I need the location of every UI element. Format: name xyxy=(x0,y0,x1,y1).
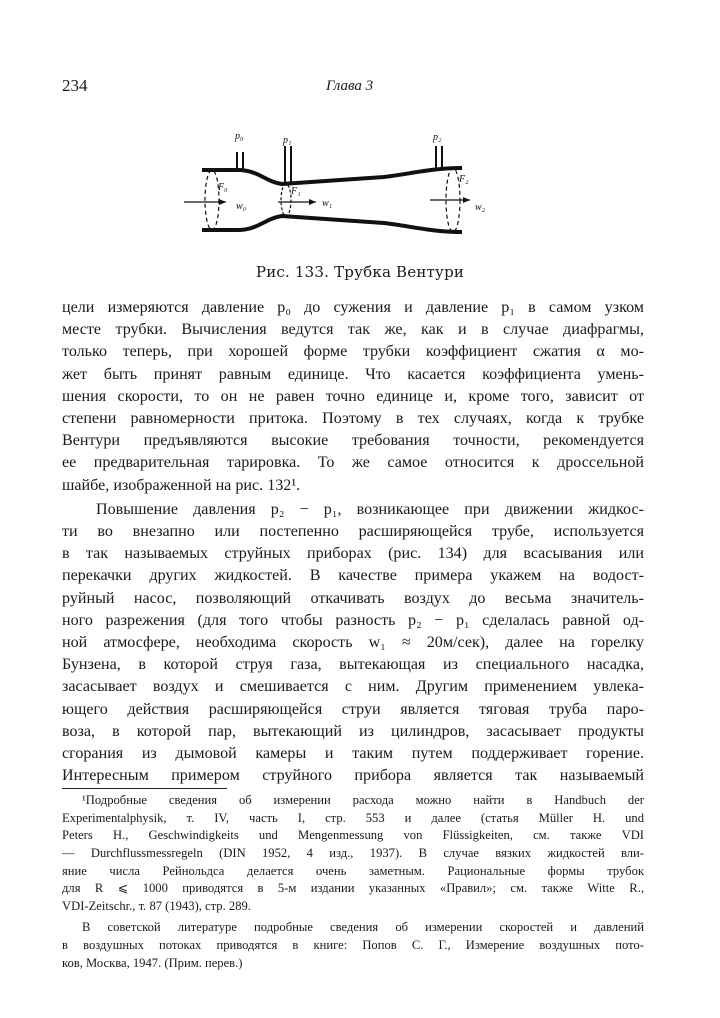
footnote-rule xyxy=(62,788,227,789)
body-line: Бунзена, в которой струя газа, вытекающая из специального насадка, xyxy=(62,656,644,674)
body-line: перекачки других жидкостей. В качестве примера укажем на водост- xyxy=(62,567,644,585)
tap-p2 xyxy=(436,146,442,169)
footnote-line: Peters H., Geschwindigkeits und Mengenmessung von Flüssigkeiten, см. также VDI xyxy=(62,828,644,843)
label-p0: p₀ xyxy=(235,131,244,142)
body-line: месте трубки. Вычисления ведутся так же, как и в случае диафрагмы, xyxy=(62,321,644,339)
body-line: только теперь, при хорошей форме трубки коэффициент сжатия α мо- xyxy=(62,343,644,361)
translator-note-line: ков, Москва, 1947. (Прим. перев.) xyxy=(62,955,243,970)
body-line: воза, в которой пар, вытекающий из цилиндров, засасывает продукты xyxy=(62,722,644,740)
footnote-line: для R ⩽ 1000 приводятся в 5-м издании указанных «Правил»; см. также Witte R., xyxy=(62,881,644,896)
body-line: шения скорости, то он не равен точно единице и, кроме того, зависит от xyxy=(62,387,644,405)
tap-p0 xyxy=(237,152,243,170)
translator-note-line: В советской литературе подробные сведения об измерении скоростей и давлений xyxy=(82,920,644,935)
body-line: в так называемых струйных приборах (рис. 134) для всасывания или xyxy=(62,545,644,563)
section-f1 xyxy=(281,184,291,216)
label-w1: w₁ xyxy=(322,198,333,209)
tap-p1 xyxy=(285,146,291,184)
chapter-title: Глава 3 xyxy=(326,78,374,94)
label-f1: F₁ xyxy=(291,186,301,197)
body-line: ной атмосфере, необходима скорость w₁ ≈ 20м/сек), далее на горелку xyxy=(62,634,644,651)
footnote-line: ¹Подробные сведения об измерении расхода можно найти в Handbuch der xyxy=(82,793,644,808)
label-f2: F₂ xyxy=(459,174,469,185)
body-line: Вентури предъявляются высокие требования точности, рекомендуется xyxy=(62,432,644,450)
body-line: сгорания из дымовой камеры и таким путем поддерживает горение. xyxy=(62,745,644,762)
footnote-line: Experimentalphysik, т. IV, часть I, стр. 553 и далее (статья Müller H. und xyxy=(62,810,644,825)
figure-caption: Рис. 133. Трубка Вентури xyxy=(255,263,465,281)
tube-upper-wall xyxy=(202,168,462,184)
label-f0: F₀ xyxy=(218,182,228,193)
venturi-tube-figure xyxy=(170,118,510,258)
label-p1: p₁ xyxy=(283,135,292,146)
body-line: жет быть принят равным единице. Что касается коэффициента умень- xyxy=(62,365,644,383)
body-line: засасывает воздух и смешивается с ним. Другим применением увлека- xyxy=(62,678,644,696)
body-line: ти во внезапно или постепенно расширяющейся трубе, используется xyxy=(62,523,644,540)
body-line: ющего действия расширяющейся струи является тяговая труба паро- xyxy=(62,700,644,718)
body-line: ее предварительная тарировка. То же самое относится к дроссельной xyxy=(62,454,644,472)
tube-lower-wall xyxy=(202,216,462,232)
footnote-line: — Durchflussmessregeln (DIN 1952, 4 изд., 1937). В случае вязких жидкостей вли- xyxy=(62,846,644,860)
body-line: цели измеряются давление p₀ до сужения и давление p₁ в самом узком xyxy=(62,299,644,316)
body-line: Повышение давления p₂ − p₁, возникающее при движении жидкос- xyxy=(96,500,644,518)
body-line: руйный насос, позволяющий откачивать воздух до весьма значитель- xyxy=(62,589,644,607)
footnote-line: VDI-Zeitschr., т. 87 (1943), стр. 289. xyxy=(62,898,251,913)
label-w0: w₀ xyxy=(236,201,247,212)
label-p2: p₂ xyxy=(433,132,442,143)
body-line: ного разрежения (для того чтобы разность p₂ − p₁ сделалась равной од- xyxy=(62,611,644,629)
body-line: шайбе, изображенной на рис. 132¹. xyxy=(62,476,301,494)
page-number: 234 xyxy=(62,76,88,95)
body-line: степени равномерности притока. Поэтому в тех случаях, когда к трубке xyxy=(62,410,644,427)
section-f0 xyxy=(205,170,219,230)
label-w2: w₂ xyxy=(475,202,486,213)
body-line: Интересным примером струйного прибора является так называемый xyxy=(62,767,644,785)
footnote-line: яние числа Рейнольдса делается очень заметным. Рациональные формы трубок xyxy=(62,863,644,878)
translator-note-line: в воздушных потоках приводятся в книге: Попов С. Г., Измерение воздушных пото- xyxy=(62,938,644,952)
